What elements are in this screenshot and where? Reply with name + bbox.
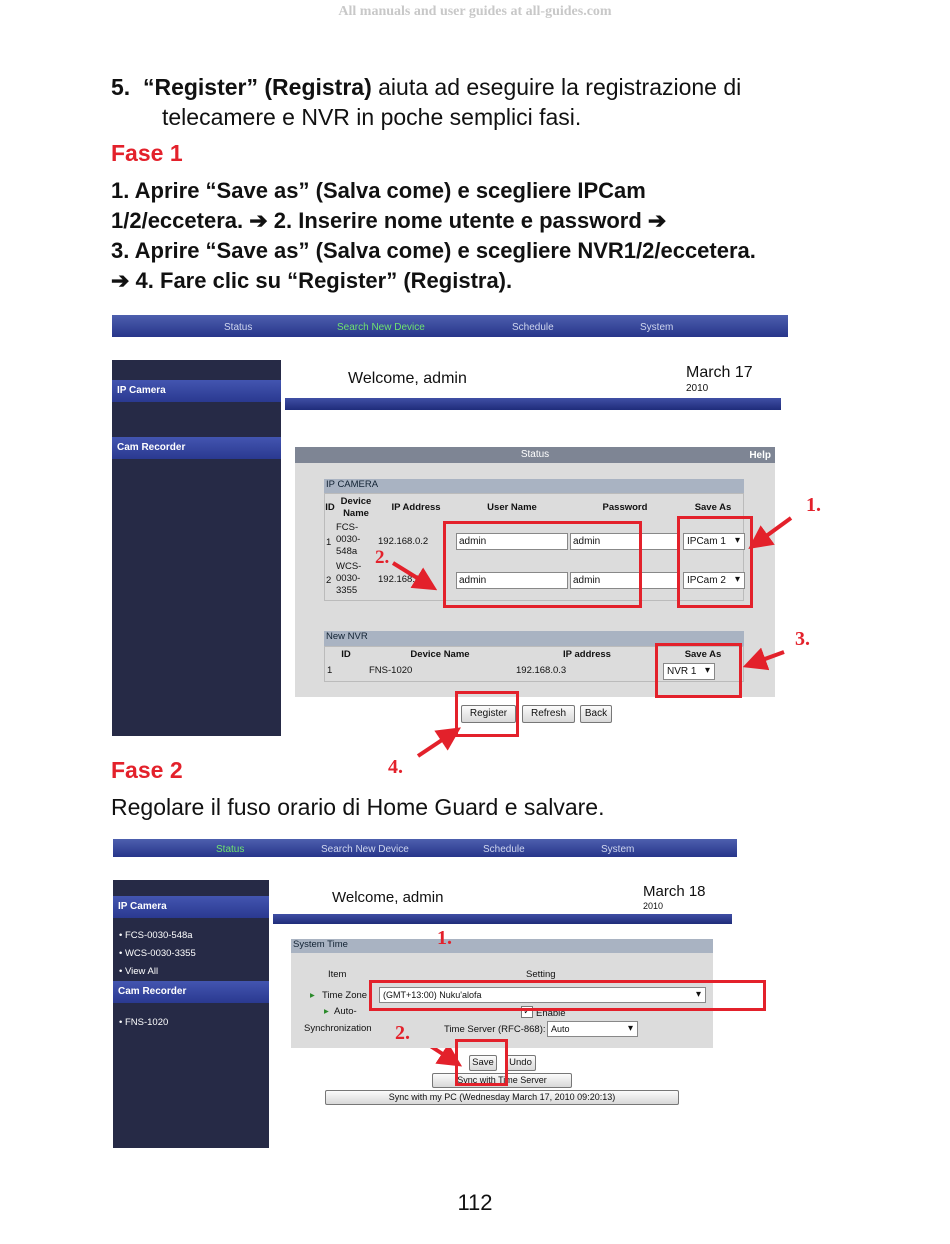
register-button[interactable]: Register: [461, 705, 516, 723]
shot1-ipcam-th-name: Device Name: [340, 496, 372, 519]
shot1-row1-ip: 192.168.0.2: [378, 536, 429, 547]
shot1-row1-name: FCS- 0030- 548a: [336, 522, 361, 557]
sync-time-server-button[interactable]: Sync with Time Server: [432, 1073, 572, 1088]
phase1-title: Fase 1: [111, 140, 183, 166]
shot1-nvr-th-name: Device Name: [410, 649, 470, 660]
shot1-ipcam-th-save: Save As: [694, 502, 732, 513]
shot1-row1-username[interactable]: admin: [456, 533, 568, 550]
shot1-row2-ip: 192.168.0.4: [378, 574, 429, 585]
shot1-nvr-ip: 192.168.0.3: [516, 665, 567, 676]
shot1-callout-1: 1.: [806, 494, 821, 516]
phase1-line-4: ➔ 4. Fare clic su “Register” (Registra).: [111, 268, 513, 293]
phase2-title: Fase 2: [111, 757, 183, 783]
shot2-sidebar-item-fns[interactable]: • FNS-1020: [119, 1017, 169, 1028]
shot2-sidebar-item-viewall[interactable]: • View All: [119, 966, 159, 977]
shot1-nvr-th-save: Save As: [684, 649, 722, 660]
shot2-nav-status[interactable]: Status: [216, 844, 245, 855]
shot2-header-bar: [273, 914, 732, 924]
step5-bold: “Register” (Registra): [142, 74, 372, 100]
shot1-nvr-saveas[interactable]: NVR 1 ▾: [663, 663, 715, 680]
shot2-sidebar-item-wcs[interactable]: • WCS-0030-3355: [119, 948, 196, 959]
step5-line2: telecamere e NVR in poche semplici fasi.: [162, 104, 582, 130]
shot2-panel-title: System Time: [291, 939, 713, 953]
shot2-sidebar-ipcamera[interactable]: IP Camera: [113, 896, 269, 918]
shot1-ipcam-title: IP CAMERA: [324, 479, 744, 493]
shot1-row1-id: 1: [326, 537, 332, 548]
shot2-auto-arrow-icon: ▸: [324, 1006, 329, 1017]
save-button[interactable]: Save: [469, 1055, 497, 1071]
shot2-col-setting: Setting: [526, 969, 556, 980]
shot1-arrow-2: [393, 563, 427, 584]
shot2-date-month: March 18: [643, 883, 706, 900]
shot2-enable-label: Enable: [536, 1008, 566, 1019]
shot1-nav-search[interactable]: Search New Device: [337, 322, 425, 333]
shot1-callout-3: 3.: [795, 628, 810, 650]
shot1-callout-4: 4.: [388, 756, 403, 778]
step5-number: 5.: [111, 74, 131, 100]
shot2-welcome: Welcome, admin: [332, 889, 444, 906]
shot1-row1-saveas[interactable]: IPCam 1 ▾: [683, 533, 745, 550]
shot2-nav-schedule[interactable]: Schedule: [483, 844, 525, 855]
page-number: 112: [457, 1190, 493, 1215]
shot1-arrow-4: [418, 734, 451, 756]
shot1-ipcam-th-pass: Password: [602, 502, 648, 513]
phase1-line-1: 1. Aprire “Save as” (Salva come) e scegliere IPCam: [111, 178, 646, 203]
shot2-highlight-timezone: [369, 980, 766, 1011]
undo-button[interactable]: Undo: [505, 1055, 536, 1071]
shot2-nav-bar: [113, 839, 737, 857]
shot1-row2-id: 2: [326, 575, 332, 586]
shot1-date-year: 2010: [686, 383, 709, 394]
shot1-callout-2: 2.: [375, 547, 390, 568]
watermark: All manuals and user guides at all-guides.com: [338, 4, 612, 19]
shot1-panel-title: Status: [520, 449, 550, 460]
refresh-button[interactable]: Refresh: [522, 705, 575, 723]
shot1-nvr-name: FNS-1020: [369, 665, 413, 676]
shot1-nvr-th-id: ID: [341, 649, 351, 660]
shot1-welcome: Welcome, admin: [348, 370, 467, 387]
shot2-highlight-save: [455, 1039, 508, 1086]
phase2-text: Regolare il fuso orario di Home Guard e salvare.: [111, 794, 605, 820]
phase1-line-2: 1/2/eccetera. ➔ 2. Inserire nome utente e password ➔: [111, 208, 667, 233]
shot2-sidebar-camrecorder[interactable]: Cam Recorder: [113, 981, 269, 1003]
shot1-ipcam-th-id: ID: [325, 502, 335, 513]
shot2-time-server-label: Time Server (RFC-868):: [444, 1024, 546, 1035]
shot2-callout-2: 2.: [395, 1022, 410, 1044]
shot1-row2-username[interactable]: admin: [456, 572, 568, 589]
step5-rest: aiuta ad eseguire la registrazione di: [371, 74, 742, 100]
shot1-row1-password[interactable]: admin: [570, 533, 678, 550]
shot1-date-month: March 17: [686, 364, 753, 381]
shot1-help-link[interactable]: Help: [749, 450, 771, 461]
shot1-nav-status[interactable]: Status: [224, 322, 253, 333]
shot1-nvr-title: New NVR: [324, 631, 744, 646]
shot1-nvr-th-ip: IP address: [563, 649, 611, 660]
shot1-sidebar-camrecorder[interactable]: Cam Recorder: [112, 437, 281, 459]
shot2-enable-checkbox[interactable]: ✓: [521, 1006, 533, 1018]
shot1-ipcam-th-ip: IP Address: [391, 502, 441, 513]
shot2-time-server-select[interactable]: Auto ▾: [547, 1021, 638, 1037]
sync-pc-button[interactable]: Sync with my PC (Wednesday March 17, 2010 09:20:13): [325, 1090, 679, 1105]
shot1-nav-system[interactable]: System: [640, 322, 674, 333]
shot1-sidebar-ipcamera[interactable]: IP Camera: [112, 380, 281, 402]
phase1-line-3: 3. Aprire “Save as” (Salva come) e scegliere NVR1/2/eccetera.: [111, 238, 756, 263]
shot2-col-item: Item: [328, 969, 347, 980]
shot1-ipcam-th-user: User Name: [487, 502, 537, 513]
shot1-row2-name: WCS- 0030- 3355: [336, 561, 362, 596]
shot2-nav-search[interactable]: Search New Device: [321, 844, 409, 855]
shot2-sidebar: [113, 880, 269, 1148]
shot1-nav-schedule[interactable]: Schedule: [512, 322, 554, 333]
shot2-time-zone-label: Time Zone: [322, 990, 368, 1001]
back-button[interactable]: Back: [580, 705, 612, 723]
shot1-row2-password[interactable]: admin: [570, 572, 678, 589]
shot2-callout-1: 1.: [437, 927, 452, 949]
shot2-date-year: 2010: [643, 901, 664, 911]
shot1-row2-saveas[interactable]: IPCam 2 ▾: [683, 572, 745, 589]
shot1-nvr-id: 1: [327, 665, 333, 676]
shot1-arrow-1: [758, 518, 791, 542]
shot2-time-zone-select[interactable]: (GMT+13:00) Nuku'alofa ▾: [379, 987, 706, 1003]
shot1-arrow-3: [754, 652, 784, 663]
shot2-sync-label: Synchronization: [304, 1023, 372, 1034]
shot2-nav-system[interactable]: System: [601, 844, 635, 855]
shot2-tz-arrow-icon: ▸: [310, 990, 315, 1001]
shot2-auto-label: Auto-: [334, 1006, 357, 1017]
shot2-sidebar-item-fcs[interactable]: • FCS-0030-548a: [119, 930, 193, 941]
